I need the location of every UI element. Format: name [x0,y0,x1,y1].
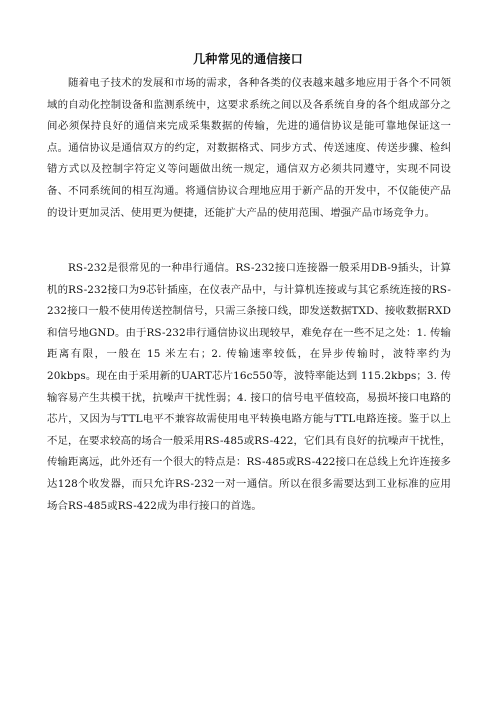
paragraph-rs232: RS-232是很常见的一种串行通信。RS-232接口连接器一般采用DB-9插头，计算机的RS-232接口为9芯针插座，在仪表产品中，与计算机连接或与其它系统连接的RS-232接口一般不使用传送控制信号，只需三条接口线，即发送数据TXD、接收数据RXD和信号地GND。由于RS-232串行通信协议出现较早，难免存在一些不足之处：1. 传输距离有限，一般在 15 米左右；2. 传输速率较低，在异步传输时，波特率约为20kbps。现在由于采用新的UART芯片16c550等，波特率能达到 115.2kbps；3. 传输容易产生共模干扰，抗噪声干扰性弱；4. 接口的信号电平值较高，易损坏接口电路的芯片，又因为与TTL电平不兼容故需使用电平转换电路方能与TTL电路连接。鉴于以上不足，在要求较高的场合一般采用RS-485或RS-422，它们具有良好的抗噪声干扰性，传输距离远，此外还有一个很大的特点是：RS-485或RS-422接口在总线上允许连接多达128个收发器，而只允许RS-232一对一通信。所以在很多需要达到工业标准的应用场合RS-485或RS-422成为串行接口的首选。 [47,262,452,512]
paragraph-intro: 随着电子技术的发展和市场的需求，各种各类的仪表越来越多地应用于各个不同领域的自动化控制设备和监测系统中，这要求系统之间以及各系统自身的各个组成部分之间必须保持良好的通信来完成采集数据的传输，先进的通信协议是能可靠地保证这一点。通信协议是通信双方的约定，对数据格式、同步方式、传送速度、传送步骤、检纠错方式以及控制字符定义等问题做出统一规定，通信双方必须共同遵守，实现不同设备、不同系统间的相互沟通。将通信协议合理地应用于新产品的开发中，不仅能使产品的设计更加灵活、使用更为便捷，还能扩大产品的使用范围、增强产品市场竞争力。 [47,77,451,219]
document-title: 几种常见的通信接口 [193,52,303,66]
